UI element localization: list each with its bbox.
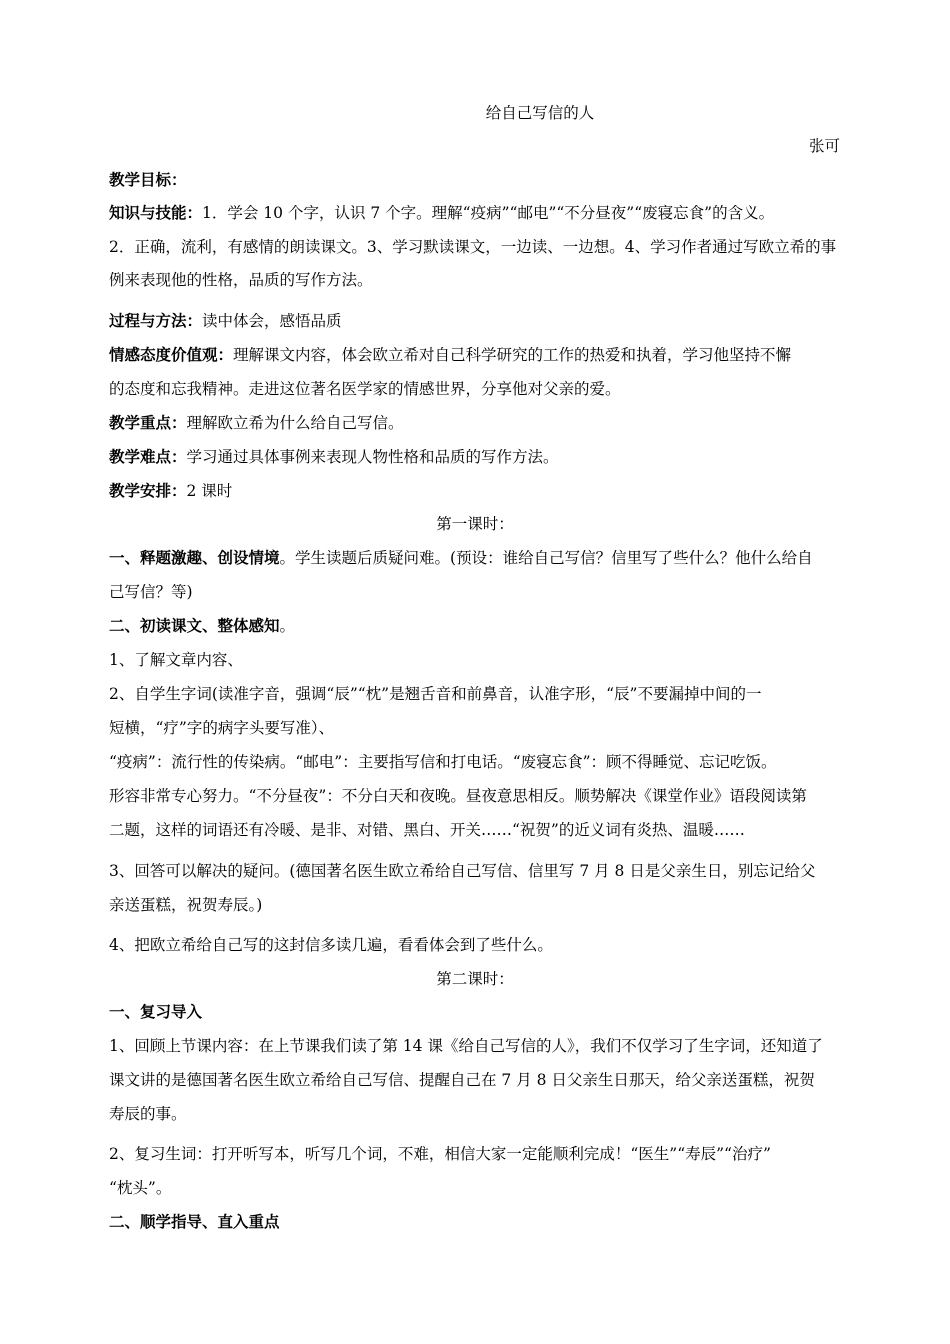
difficulty-line [109,447,845,467]
emotion-label: 情感态度价值观： [109,345,234,364]
lesson1-item4: 4、把欧立希给自己写的这封信多读几遍，看看体会到了些什么。 [109,936,553,954]
author-name: 张可 [808,137,840,155]
lesson1-section1-line1: 一、释题激趣、创设情境。学生读题后质疑问难。(预设：谁给自己写信？信里写了些什么？他什么给自 [109,548,813,567]
knowledge-text-line2: 2．正确，流利，有感情的朗读课文。3、学习默读课文，一边读、一边想。4、学习作者通过写欧立希的事 [109,238,837,256]
lesson1-item3-line1: 3、回答可以解决的疑问。(德国著名医生欧立希给自己写信、信里写 7 月 8 日是父亲生日，别忘记给父 [109,862,816,880]
lesson2-item1-line1: 1、回顾上节课内容：在上节课我们读了第 14 课《给自己写信的人》，我们不仅学习了生字词，还知道了 [109,1037,823,1055]
difficulty-text: 学习通过具体事例来表现人物性格和品质的写作方法。 [186,448,559,466]
lesson1-section2-heading: 二、初读课文、整体感知。 [109,616,296,635]
lesson1-item2-line1: 2、自学生字词(读准字音，强调“辰”“枕”是翘舌音和前鼻音，认准字形，“辰”不要漏掉中间的一 [109,685,762,703]
lesson1-section1-label: 一、释题激趣、创设情境 [109,548,280,567]
emotion-text: 理解课文内容，体会欧立希对自己科学研究的工作的热爱和执着，学习他坚持不懈 [233,346,792,364]
lesson2-item1-line2: 课文讲的是德国著名医生欧立希给自己写信、提醒自己在 7 月 8 日父亲生日那天，给父亲送蛋糕，祝贺 [109,1071,815,1089]
knowledge-skills-line [109,203,845,223]
lesson1-item2-line4: 形容非常专心努力。“不分昼夜”：不分白天和夜晚。昼夜意思相反。顺势解决《课堂作业》语段阅读第 [109,787,807,805]
process-label: 过程与方法： [109,311,203,330]
lesson2-section2-label: 二、顺学指导、直入重点 [109,1212,280,1231]
lesson1-item2-line3: “疫病”：流行性的传染病。“邮电”：主要指写信和打电话。“废寝忘食”：顾不得睡觉、忘记吃饭。 [109,753,777,771]
schedule-label: 教学安排： [109,481,187,500]
process-text: 读中体会，感悟品质 [202,312,342,330]
lesson1-item2-line5: 二题，这样的词语还有冷暖、是非、对错、黑白、开关……“祝贺”的近义词有炎热、温暖…… [109,821,745,839]
lesson1-item3-line2: 亲送蛋糕，祝贺寿辰。) [109,896,263,914]
lesson1-item2-line2: 短横，“疗”字的病字头要写准）、 [109,719,335,737]
lesson2-section1-label: 一、复习导入 [109,1002,203,1021]
lesson1-section1-line2: 己写信？等) [109,583,193,601]
process-method-line [109,311,845,331]
emotion-values-line [109,345,845,365]
knowledge-text-line3: 例来表现他的性格，品质的写作方法。 [109,271,373,289]
key-point-line [109,413,845,433]
lesson2-item2-line2: “枕头”。 [109,1179,172,1197]
emotion-text-line2: 的态度和忘我精神。走进这位著名医学家的情感世界，分享他对父亲的爱。 [109,380,621,398]
difficulty-label: 教学难点： [109,447,187,466]
lesson1-item1: 1、了解文章内容、 [109,651,243,669]
lesson2-section1-heading [109,1002,845,1022]
schedule-text: 2 课时 [186,482,233,500]
schedule-line [109,481,845,501]
objectives-heading: 教学目标： [109,170,187,189]
lesson2-item1-line3: 寿辰的事。 [109,1105,187,1123]
document-title: 给自己写信的人 [485,104,595,122]
key-point-label: 教学重点： [109,413,187,432]
knowledge-label: 知识与技能： [109,203,203,222]
knowledge-text: 1．学会 10 个字，认识 7 个字。理解“疫病”“邮电”“不分昼夜”“废寝忘食”的含义。 [202,204,775,222]
lesson1-section2-label: 二、初读课文、整体感知 [109,616,280,635]
lesson1-heading: 第一课时： [436,515,514,533]
lesson2-section2-heading [109,1212,845,1232]
lesson2-heading: 第二课时： [436,970,514,988]
key-point-text: 理解欧立希为什么给自己写信。 [186,414,404,432]
lesson2-item2-line1: 2、复习生词：打开听写本，听写几个词，不难，相信大家一定能顺利完成！“医生”“寿辰”“治疗” [109,1145,771,1163]
